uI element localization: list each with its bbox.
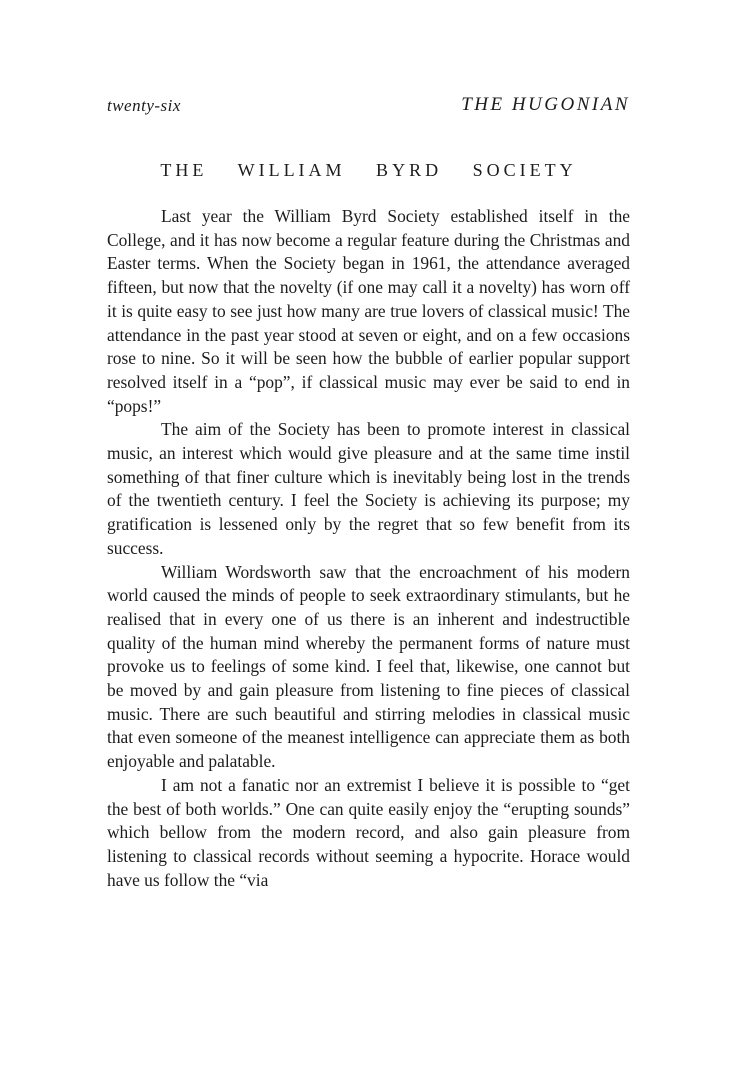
- article-title: THE WILLIAM BYRD SOCIETY: [160, 160, 577, 180]
- paragraph-3: William Wordsworth saw that the encroachment of his modern world caused the minds of people to seek extraordinary stimulants, but he realised that in every one of us there is an inherent and indestructible quality of the human mind whereby the permanent forms of nature must provoke us to feelings of some kind. I feel that, likewise, one cannot but be moved by and gain pleasure from listening to fine pieces of classical music. There are such beautiful and stirring melodies in classical music that even someone of the meanest intelligence can appreciate them as both enjoyable and palatable.: [107, 561, 630, 772]
- paragraph-1: Last year the William Byrd Society established itself in the College, and it has now become a regular feature during the Christmas and Easter terms. When the Society began in 1961, the attendance averaged fifteen, but now that the novelty (if one may call it a novelty) has worn off it is quite easy to see just how many are true lovers of classical music! The attendance in the past year stood at seven or eight, and on a few occasions rose to nine. So it will be seen how the bubble of earlier popular support resolved itself in a “pop”, if classical music may ever be said to end in “pops!”: [107, 206, 630, 416]
- journal-title: THE HUGONIAN: [461, 94, 630, 115]
- running-head: [107, 96, 630, 122]
- page-number: twenty-six: [107, 96, 181, 115]
- article-body: [107, 205, 630, 892]
- paragraph-4: I am not a fanatic nor an extremist I believe it is possible to “get the best of both worlds.” One can quite easily enjoy the “erupting sounds” which bellow from the modern record, and also gain pleasure from listening to classical records without seeming a hypocrite. Horace would have us follow the “via: [107, 774, 630, 890]
- paragraph-2: The aim of the Society has been to promote interest in classical music, an interest which would give pleasure and at the same time instil something of that finer culture which is inevitably being lost in the trends of the twentieth century. I feel the Society is achieving its purpose; my gratification is lessened only by the regret that so few benefit from its success.: [107, 419, 630, 558]
